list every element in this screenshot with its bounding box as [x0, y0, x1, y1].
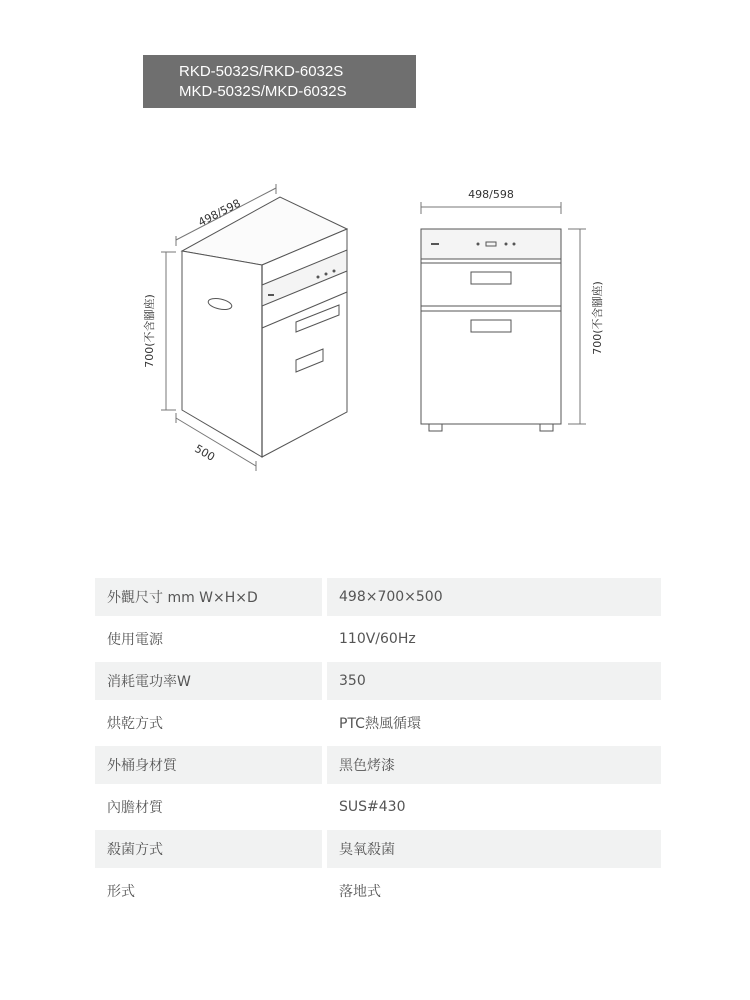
spec-label: 使用電源: [107, 632, 163, 648]
table-row: [95, 620, 661, 658]
spec-value: 350: [327, 662, 661, 700]
model-line-2: MKD-5032S/MKD-6032S: [179, 83, 347, 100]
spec-table: [95, 574, 661, 914]
spec-value: PTC熱風循環: [339, 716, 421, 732]
spec-value: 110V/60Hz: [339, 631, 416, 647]
table-row: [95, 830, 661, 868]
spec-label: 烘乾方式: [107, 716, 163, 732]
spec-label: 外觀尺寸 mm W×H×D: [95, 578, 322, 616]
front-height-label: 700(不含腳座): [591, 281, 604, 355]
iso-height-label: 700(不含腳座): [143, 294, 156, 368]
spec-value: 臭氧殺菌: [327, 830, 661, 868]
spec-value: SUS#430: [339, 799, 406, 815]
spec-label: 形式: [107, 884, 135, 900]
table-row: [95, 704, 661, 742]
spec-label: 內膽材質: [107, 800, 163, 816]
iso-cabinet: [182, 197, 347, 457]
spec-value: 落地式: [339, 884, 381, 900]
spec-label: 殺菌方式: [95, 830, 322, 868]
spec-value: 498×700×500: [327, 578, 661, 616]
spec-value: 黑色烤漆: [327, 746, 661, 784]
spec-label: 消耗電功率W: [95, 662, 322, 700]
table-row: [95, 662, 661, 700]
table-row: [95, 578, 661, 616]
spec-label: 外桶身材質: [95, 746, 322, 784]
iso-width-label: 498/598: [196, 196, 243, 230]
table-row: [95, 788, 661, 826]
table-row: [95, 746, 661, 784]
iso-depth-label: 500: [192, 442, 218, 464]
front-width-label: 498/598: [468, 188, 514, 201]
table-row: [95, 872, 661, 910]
front-cabinet: [421, 229, 561, 431]
model-line-1: RKD-5032S/RKD-6032S: [179, 63, 344, 80]
